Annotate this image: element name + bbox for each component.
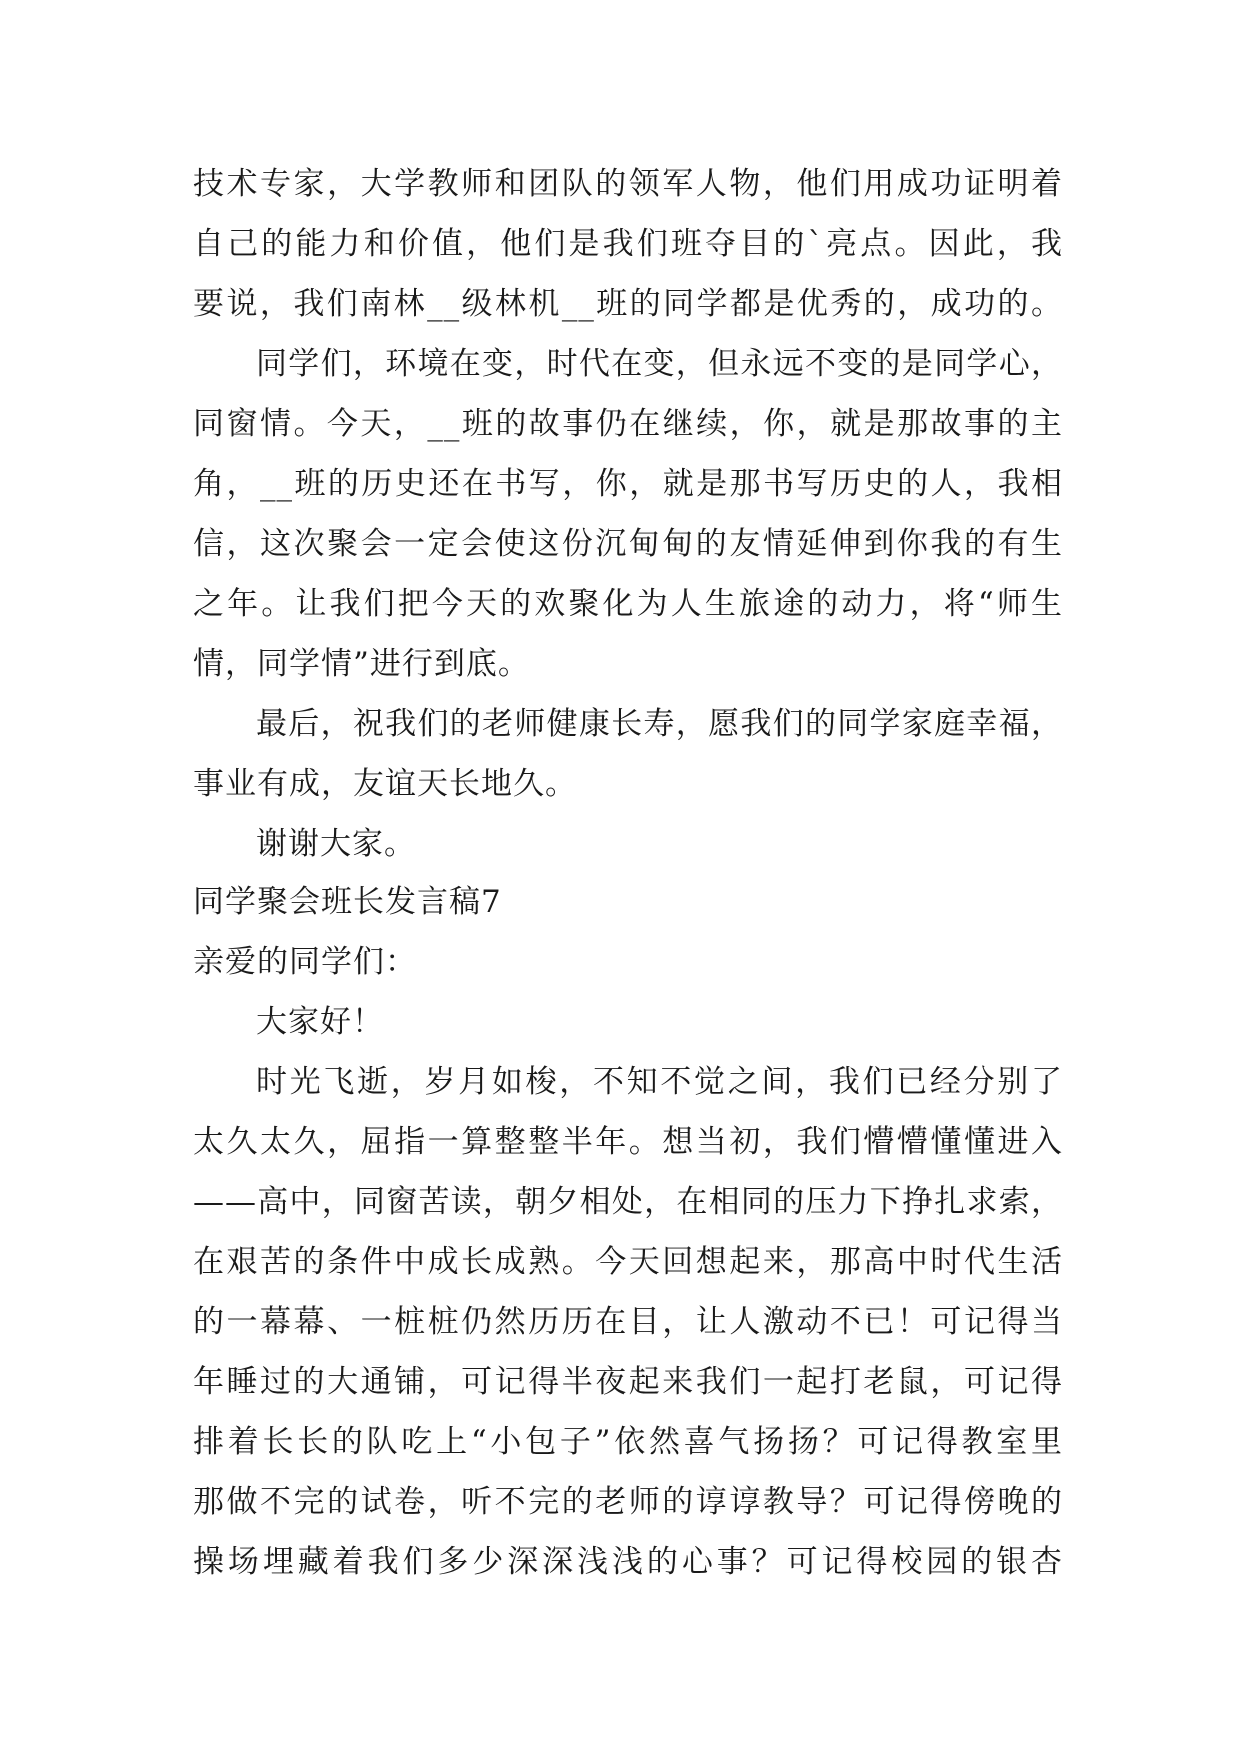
text-line: 角，__班的历史还在书写，你，就是那书写历史的人，我相 [193, 466, 1063, 502]
text-line: 信，这次聚会一定会使这份沉甸甸的友情延伸到你我的有生 [193, 526, 1063, 562]
text-line: ——高中，同窗苦读，朝夕相处，在相同的压力下挣扎求索， [193, 1184, 1063, 1220]
text-line: 同窗情。今天，__班的故事仍在继续，你，就是那故事的主 [193, 406, 1063, 442]
salutation: 亲爱的同学们： [193, 944, 417, 980]
text-line: 排着长长的队吃上“小包子”依然喜气扬扬？可记得教室里 [193, 1424, 1063, 1460]
greeting: 大家好！ [256, 1004, 384, 1040]
text-line: 年睡过的大通铺，可记得半夜起来我们一起打老鼠，可记得 [193, 1364, 1063, 1400]
text-line: 要说，我们南林__级林机__班的同学都是优秀的，成功的。 [193, 286, 1063, 322]
paragraph-first-line: 最后，祝我们的老师健康长寿，愿我们的同学家庭幸福， [256, 706, 1063, 742]
paragraph-first-line: 时光飞逝，岁月如梭，不知不觉之间，我们已经分别了 [256, 1064, 1063, 1100]
section-title: 同学聚会班长发言稿7 [193, 884, 502, 920]
text-line: 的一幕幕、一桩桩仍然历历在目，让人激动不已！可记得当 [193, 1304, 1063, 1340]
paragraph-first-line: 谢谢大家。 [256, 826, 416, 862]
text-line: 自己的能力和价值，他们是我们班夺目的`亮点。因此，我 [193, 226, 1063, 262]
paragraph-first-line: 同学们，环境在变，时代在变，但永远不变的是同学心， [256, 346, 1063, 382]
text-line: 在艰苦的条件中成长成熟。今天回想起来，那高中时代生活 [193, 1244, 1063, 1280]
text-line: 操场埋藏着我们多少深深浅浅的心事？可记得校园的银杏 [193, 1544, 1063, 1580]
text-line: 太久太久，屈指一算整整半年。想当初，我们懵懵懂懂进入 [193, 1124, 1063, 1160]
text-line: 那做不完的试卷，听不完的老师的谆谆教导？可记得傍晚的 [193, 1484, 1063, 1520]
text-line: 技术专家，大学教师和团队的领军人物，他们用成功证明着 [193, 166, 1063, 202]
text-line: 之年。让我们把今天的欢聚化为人生旅途的动力，将“师生 [193, 586, 1063, 622]
text-line: 情，同学情”进行到底。 [193, 646, 530, 682]
text-line: 事业有成，友谊天长地久。 [193, 766, 577, 802]
